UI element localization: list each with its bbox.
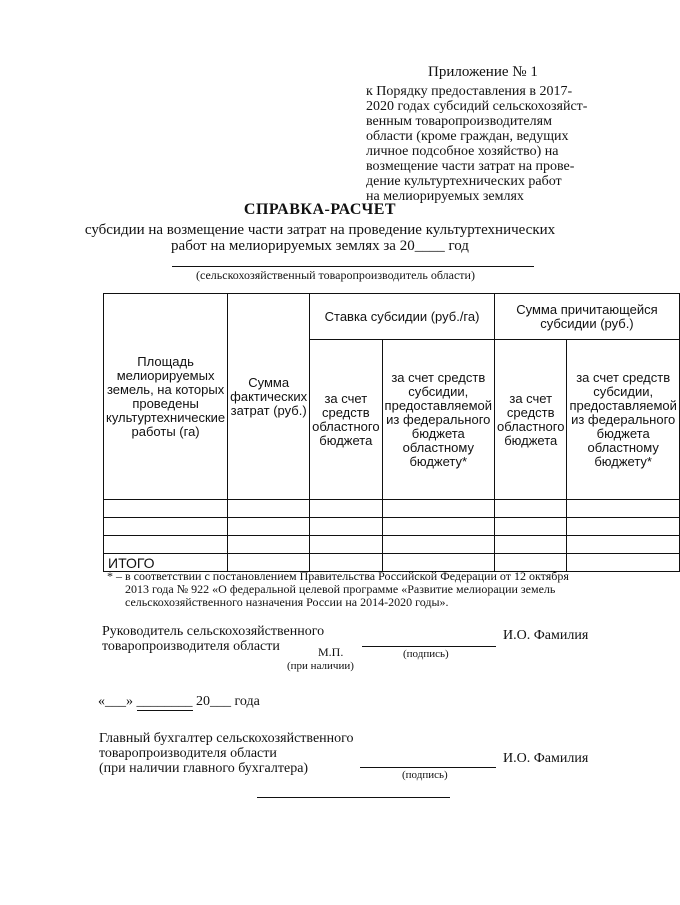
- appendix-text: [366, 84, 616, 204]
- footnote-line: * – в соответствии с постановлением Правительства Российской Федерации от 12 октября: [107, 569, 569, 583]
- table-cell[interactable]: [310, 500, 382, 518]
- table-cell[interactable]: [228, 518, 310, 536]
- table-cell[interactable]: [104, 536, 228, 554]
- table-cell[interactable]: [104, 500, 228, 518]
- date-year: 20___ года: [192, 694, 260, 709]
- accountant-line: Главный бухгалтер сельскохозяйственного: [99, 731, 354, 746]
- appendix-line: к Порядку предоставления в 2017-: [366, 84, 573, 99]
- appendix-line: возмещение части затрат на прове-: [366, 159, 575, 174]
- table-cell[interactable]: [567, 500, 679, 518]
- accountant-signature-caption: (подпись): [402, 769, 448, 781]
- header-subsidy-amount: Сумма причитающейся субсидии (руб.): [495, 294, 680, 340]
- table-cell[interactable]: [382, 500, 494, 518]
- subtitle-line: субсидии на возмещение части затрат на проведение культуртехнических: [84, 222, 556, 238]
- header-amount-regional: за счет средств областного бюджета: [495, 340, 567, 500]
- appendix-line: венным товаропроизводителям: [366, 114, 552, 129]
- accountant-name: И.О. Фамилия: [503, 751, 589, 766]
- appendix-line: области (кроме граждан, ведущих: [366, 129, 569, 144]
- bottom-divider: [257, 797, 450, 798]
- head-name: И.О. Фамилия: [503, 628, 589, 643]
- head-signature-line[interactable]: [362, 646, 496, 647]
- footnote-line: сельскохозяйственного назначения России на 2014-2020 годы».: [125, 595, 449, 609]
- table-cell[interactable]: [567, 518, 679, 536]
- header-subsidy-rate: Ставка субсидии (руб./га): [310, 294, 495, 340]
- stamp-label: М.П.: [318, 645, 344, 659]
- table-cell[interactable]: [228, 500, 310, 518]
- head-line: товаропроизводителя области: [102, 639, 280, 654]
- accountant-signatory-label: [99, 731, 354, 776]
- document-subtitle: [0, 222, 640, 254]
- head-signatory-label: [102, 624, 324, 654]
- producer-caption: (сельскохозяйственный товаропроизводитель области): [196, 268, 475, 282]
- header-rate-regional: за счет средств областного бюджета: [310, 340, 382, 500]
- table-cell[interactable]: [382, 518, 494, 536]
- head-line: Руководитель сельскохозяйственного: [102, 624, 325, 639]
- date-month-blank: ________: [136, 694, 193, 709]
- document-title: СПРАВКА-РАСЧЕТ: [243, 201, 397, 218]
- table-row: [104, 518, 680, 536]
- table-cell[interactable]: [382, 536, 494, 554]
- appendix-title: Приложение № 1: [428, 64, 538, 80]
- table-cell[interactable]: [495, 518, 567, 536]
- table-cell[interactable]: [104, 518, 228, 536]
- table-cell[interactable]: [495, 500, 567, 518]
- subtitle-line: работ на мелиорируемых землях за 20____ год: [171, 238, 469, 254]
- table-cell[interactable]: [228, 536, 310, 554]
- accountant-line: (при наличии главного бухгалтера): [99, 761, 309, 776]
- table-cell[interactable]: [567, 554, 679, 572]
- appendix-line: на мелиорируемых землях: [366, 189, 524, 204]
- date-day: «___»: [98, 694, 137, 709]
- total-label: ИТОГО: [104, 554, 228, 572]
- stamp-note: (при наличии): [287, 660, 354, 672]
- table-cell[interactable]: [567, 536, 679, 554]
- table-cell[interactable]: [495, 536, 567, 554]
- table-row: [104, 500, 680, 518]
- calculation-table: [103, 293, 680, 572]
- table-row: [104, 536, 680, 554]
- appendix-line: дение культуртехнических работ: [366, 174, 562, 189]
- producer-fill-line: [172, 266, 534, 267]
- date-field[interactable]: [98, 694, 260, 711]
- header-actual-costs: Сумма фактических затрат (руб.): [228, 294, 310, 500]
- table-cell[interactable]: [310, 518, 382, 536]
- footnote: [107, 570, 617, 609]
- header-amount-federal: за счет средств субсидии, предоставляемой из федерального бюджета областному бюджету*: [567, 340, 679, 500]
- appendix-line: личное подсобное хозяйство) на: [366, 144, 559, 159]
- header-rate-federal: за счет средств субсидии, предоставляемой из федерального бюджета областному бюджету*: [382, 340, 494, 500]
- head-signature-caption: (подпись): [403, 648, 449, 660]
- table-cell[interactable]: [310, 536, 382, 554]
- accountant-signature-line[interactable]: [360, 767, 496, 768]
- header-area: Площадь мелиорируемых земель, на которых проведены культуртехнические работы (га): [104, 294, 228, 500]
- footnote-line: 2013 года № 922 «О федеральной целевой программе «Развитие мелиорации земель: [125, 582, 556, 596]
- appendix-line: 2020 годах субсидий сельскохозяйст-: [366, 99, 588, 114]
- accountant-line: товаропроизводителя области: [99, 746, 277, 761]
